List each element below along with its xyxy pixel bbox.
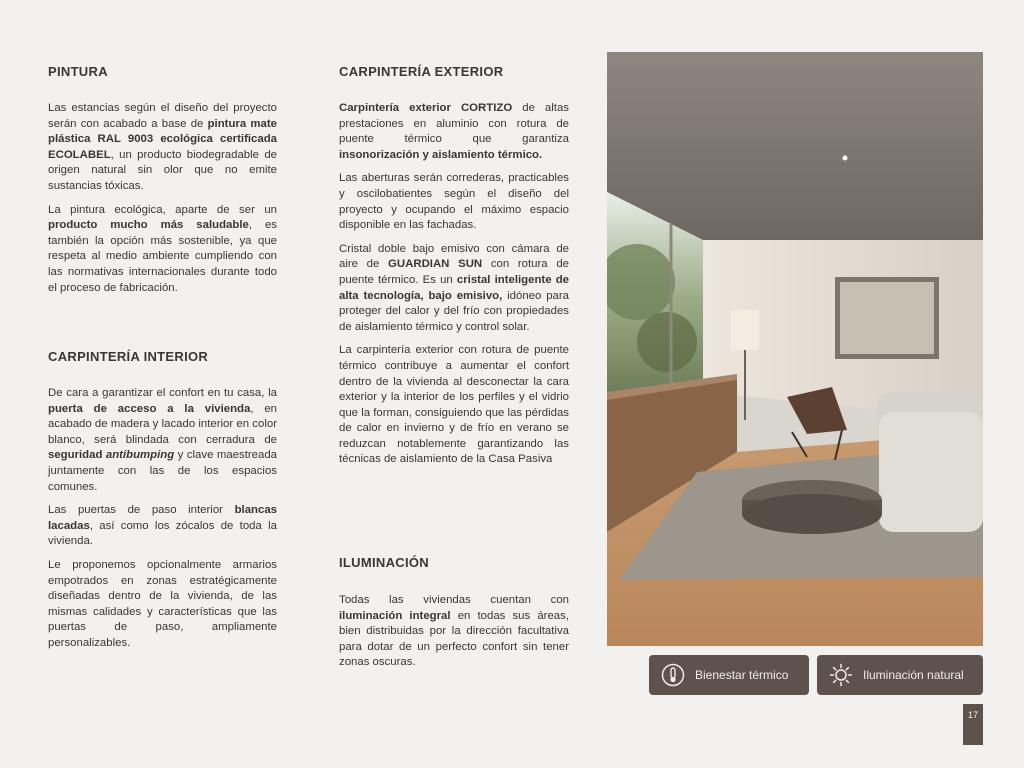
thermometer-icon xyxy=(661,663,685,687)
section-title-carpinteria-exterior: CARPINTERÍA EXTERIOR xyxy=(339,64,504,79)
text-run: blancas lacadas xyxy=(48,504,277,532)
text-run: iluminación integral xyxy=(339,609,451,622)
carpinteria-interior-text xyxy=(48,386,277,660)
text-run: Cristal doble bajo emisivo con cámara de aire de xyxy=(339,242,569,271)
carpinteria-interior-paragraph-3 xyxy=(48,558,277,652)
text-run: pintura mate plástica RAL 9003 ecológica certificada ECOLABEL xyxy=(48,117,277,161)
text-run: producto mucho más saludable xyxy=(48,219,249,232)
carpinteria-exterior-paragraph-1 xyxy=(339,101,569,163)
text-run: de altas prestaciones en aluminio con rotura de puente térmico que garantiza xyxy=(339,102,569,146)
text-run: GUARDIAN SUN xyxy=(388,258,483,271)
carpinteria-exterior-paragraph-3 xyxy=(339,242,569,336)
text-run: La carpintería exterior con rotura de puente térmico contribuye a aumentar el confort dentro de la vivienda al desconectar la cara exterior y la interior de los perfiles y el vidrio que la forman, consiguiendo que las pérdidas de calor en invierno y de frío en verano se reduzcan notablemente garantizando las técnicas de aislamiento de la Casa Pasiva xyxy=(339,344,569,466)
text-run: , un producto biodegradable de origen natural sin olor que no emite sustancias tóxicas. xyxy=(48,148,277,192)
text-run: en todas sus áreas, bien distribuidas por la dirección facultativa para dotar de un perfecto confort sin tener zonas oscuras. xyxy=(339,609,570,669)
iluminacion-paragraph-1 xyxy=(339,593,569,671)
pintura-paragraph-2 xyxy=(48,203,277,297)
text-run: insonorización y aislamiento térmico. xyxy=(339,148,543,161)
section-title-carpinteria-interior: CARPINTERÍA INTERIOR xyxy=(48,349,209,364)
sun-icon xyxy=(829,663,853,687)
pintura-paragraph-1 xyxy=(48,101,277,195)
text-run: Las aberturas serán correderas, practicables y oscilobatientes según el diseño del proyecto y ocupando el máximo espacio disponible en las fachadas. xyxy=(339,172,569,232)
text-run: De cara a garantizar el confort en tu casa, la xyxy=(48,387,277,399)
text-run: con rotura de puente térmico. Es un xyxy=(339,258,569,286)
natural-light-badge xyxy=(817,655,983,695)
text-run: , así como los zócalos de toda la vivienda. xyxy=(48,519,277,548)
carpinteria-exterior-paragraph-4 xyxy=(339,343,569,468)
text-run: Le proponemos opcionalmente armarios empotrados en zonas estratégicamente diseñadas dentro de la vivienda, de las mismas calidades y características que las puertas de paso, ampliamente personalizables. xyxy=(48,558,277,649)
natural-light-label: Iluminación natural xyxy=(863,668,964,682)
thermal-comfort-label: Bienestar térmico xyxy=(695,668,789,682)
carpinteria-exterior-paragraph-2 xyxy=(339,171,569,233)
text-run: seguridad xyxy=(48,449,106,462)
text-run: , es también la opción más sostenible, ya que respeta al medio ambiente cumpliendo con las normativas internacionales durante todo el proceso de fabricación. xyxy=(48,219,277,294)
section-title-pintura: PINTURA xyxy=(48,64,108,79)
text-run: idóneo para proteger del calor y del frío con propiedades de aislamiento térmico y control solar. xyxy=(339,289,569,333)
text-run: Las estancias según el diseño del proyecto serán con acabado a base de xyxy=(48,102,277,130)
pintura-text xyxy=(48,101,277,304)
iluminacion-text xyxy=(339,593,569,679)
carpinteria-interior-paragraph-2 xyxy=(48,503,277,550)
text-run: Todas las viviendas cuentan con xyxy=(339,594,569,606)
text-run: La pintura ecológica, aparte de ser un xyxy=(48,203,277,216)
carpinteria-exterior-text xyxy=(339,101,569,476)
text-run: cristal inteligente de alta tecnología, bajo emisivo, xyxy=(339,273,569,302)
carpinteria-interior-paragraph-1 xyxy=(48,386,277,495)
text-run: Las puertas de paso interior xyxy=(48,504,235,517)
section-title-iluminacion: ILUMINACIÓN xyxy=(339,555,429,570)
text-run: antibumping xyxy=(105,449,175,462)
living-room-photo xyxy=(607,52,983,646)
text-run: , en acabado de madera y lacado interior en color blanco, será blindada con cerradura de xyxy=(48,402,277,446)
page-number: 17 xyxy=(963,704,983,745)
text-run: Carpintería exterior CORTIZO xyxy=(339,102,513,114)
thermal-comfort-badge xyxy=(649,655,809,695)
text-run: y clave maestreada juntamente con las de los espacios comunes. xyxy=(48,449,277,493)
text-run: puerta de acceso a la vivienda xyxy=(48,402,251,415)
